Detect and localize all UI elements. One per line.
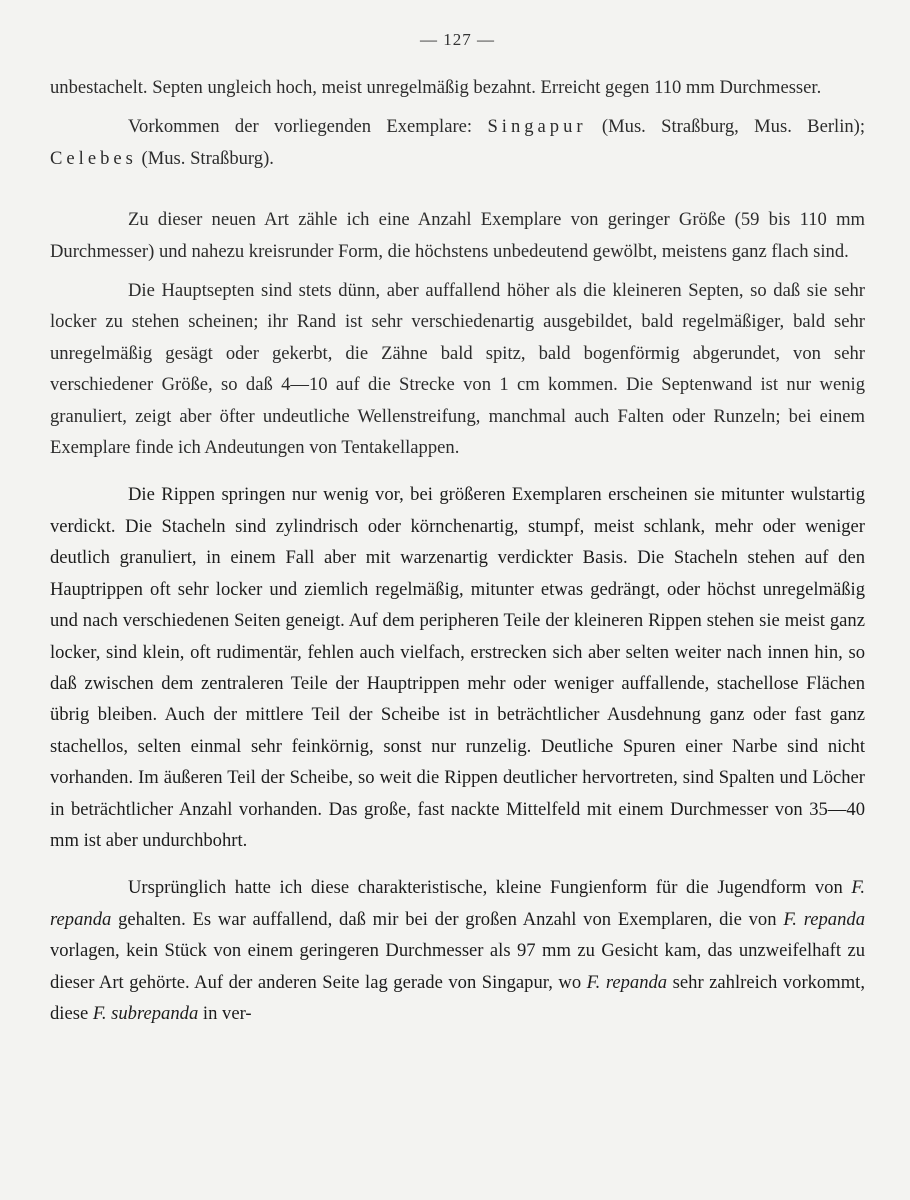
paragraph-juvenile-form bbox=[50, 872, 865, 1029]
location-singapur-note: (Mus. Straßburg, Mus. Berlin); bbox=[601, 116, 866, 138]
occurrence-intro: Vorkommen der vorliegenden Exemplare: bbox=[128, 116, 473, 138]
species-name: F. subrepanda bbox=[92, 1002, 199, 1024]
paragraph-ribs: Die Rippen springen nur wenig vor, bei größeren Exemplaren erscheinen sie mitunter wulstartig verdickt. Die Stacheln sind zylindrisch oder körnchenartig, stumpf, meist schlank, mehr oder weniger deutlich granuliert, in einem Fall aber mit warzenartig verdickter Basis. Die Stacheln stehen auf den Hauptrippen oft sehr locker und ziemlich regelmäßig, mitunter etwas gedrängt, oder höchst unregelmäßig und nach verschiedenen Seiten geneigt. Auf dem peripheren Teile der kleineren Rippen stehen sie meist ganz locker, sind klein, oft rudimentär, fehlen auch vielfach, erstrecken sich aber selten weiter nach innen hin, so daß zwischen dem zentraleren Teile der Hauptrippen mehr oder weniger auffallende, stachellose Flächen übrig bleiben. Auch der mittlere Teil der Scheibe ist in beträchtlicher Ausdehnung ganz oder fast ganz stachellos, selten einmal sehr feinkörnig, sonst nur runzelig. Deutliche Spuren einer Narbe sind nicht vorhanden. Im äußeren Teil der Scheibe, so weit die Rippen deutlicher hervortreten, sind Spalten und Löcher in beträchtlicher Anzahl vorhanden. Das große, fast nackte Mittelfeld mit einem Durchmesser von 35—40 mm ist aber undurchbohrt. bbox=[50, 484, 865, 851]
juvenile-text-1: Ursprünglich hatte ich diese charakteristische, kleine Fungienform für die Jugendform von bbox=[128, 877, 843, 899]
juvenile-text-4: sehr zahlreich vorkommt, diese bbox=[50, 971, 865, 1024]
species-name: F. repanda bbox=[586, 971, 668, 993]
location-celebes-note: (Mus. Straßburg). bbox=[141, 147, 274, 169]
paragraph-occurrence bbox=[50, 111, 865, 174]
location-singapur: Singapur bbox=[487, 116, 587, 138]
paragraph-septa: Die Hauptsepten sind stets dünn, aber auffallend höher als die kleineren Septen, so daß sie sehr locker zu stehen scheinen; ihr Rand ist sehr verschiedenartig ausgebildet, bald regelmäßiger, bald sehr unregelmäßig gesägt oder gekerbt, die Zähne bald spitz, bald bogenförmig abgerundet, von sehr verschiedener Größe, so daß 4—10 auf die Strecke von 1 cm kommen. Die Septenwand ist nur wenig granuliert, zeigt aber öfter undeutliche Wellenstreifung, manchmal auch Falten oder Runzeln; bei einem Exemplare finde ich Andeutungen von Tentakellappen. bbox=[50, 280, 865, 459]
location-celebes: Celebes bbox=[50, 147, 137, 169]
juvenile-text-5: in ver- bbox=[202, 1002, 252, 1024]
juvenile-text-2: gehalten. Es war auffallend, daß mir bei der großen Anzahl von Exemplaren, die von bbox=[118, 908, 777, 930]
species-name: F. repanda bbox=[50, 877, 865, 930]
juvenile-text-3: vorlagen, kein Stück von einem geringeren Durchmesser als 97 mm zu Gesicht kam, das unzweifelhaft zu dieser Art gehörte. Auf der anderen Seite lag gerade von Singapur, wo bbox=[50, 940, 865, 993]
paragraph-species-summary: unbestachelt. Septen ungleich hoch, meist unregelmäßig bezahnt. Erreicht gegen 110 mm Durchmesser. bbox=[50, 77, 822, 98]
document-page bbox=[50, 30, 865, 1029]
paragraph-new-species: Zu dieser neuen Art zähle ich eine Anzahl Exemplare von geringer Größe (59 bis 110 mm Durchmesser) und nahezu kreisrunder Form, die höchstens unbedeutend gewölbt, meistens ganz flach sind. bbox=[50, 209, 865, 262]
species-name: F. repanda bbox=[783, 908, 865, 930]
page-number: — 127 — bbox=[420, 30, 495, 49]
